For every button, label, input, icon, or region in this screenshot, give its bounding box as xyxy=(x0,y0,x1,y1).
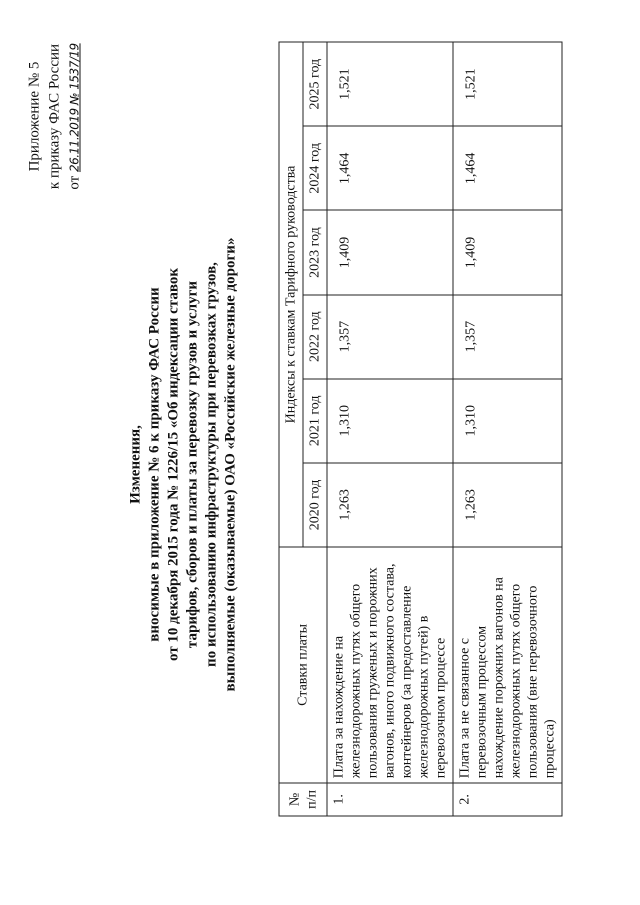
index-value: 1,521 xyxy=(327,42,453,126)
index-value: 1,310 xyxy=(327,379,453,463)
appendix-order-ref: к приказу ФАС России xyxy=(46,43,63,190)
index-value: 1,464 xyxy=(453,126,562,210)
header-year: 2025 год xyxy=(303,42,327,126)
header-year: 2024 год xyxy=(303,126,327,210)
appendix-number: Приложение № 5 xyxy=(26,61,43,172)
header-num: № п/п xyxy=(279,783,327,816)
appendix-date-prefix: от xyxy=(66,175,83,190)
index-value: 1,521 xyxy=(453,42,562,126)
header-indices: Индексы к ставкам Тарифного руководства xyxy=(279,42,303,547)
row-description: Плата за нахождение на железнодорожных путях общего пользования груженых и порожних вагонов, иного подвижного состава, контейнеров (за предоставление железнодорожных путей) в перевозочном процессе xyxy=(327,547,453,783)
appendix-date-line xyxy=(65,7,85,227)
document-title xyxy=(127,165,241,765)
header-year: 2023 год xyxy=(303,210,327,294)
document-page xyxy=(1,0,640,905)
index-value: 1,310 xyxy=(453,379,562,463)
title-line-2: вносимые в приложение № 6 к приказу ФАС России xyxy=(146,287,163,642)
header-year: 2022 год xyxy=(303,295,327,379)
table-row xyxy=(453,42,562,816)
header-year: 2020 год xyxy=(303,463,327,547)
index-value: 1,263 xyxy=(453,463,562,547)
header-year: 2021 год xyxy=(303,379,327,463)
index-value: 1,409 xyxy=(327,210,453,294)
index-value: 1,409 xyxy=(453,210,562,294)
header-rates: Ставки платы xyxy=(279,547,327,783)
index-value: 1,357 xyxy=(327,295,453,379)
index-value: 1,357 xyxy=(453,295,562,379)
rates-table xyxy=(279,42,563,817)
row-number: 2. xyxy=(453,783,562,816)
table-header-row xyxy=(279,42,303,816)
index-value: 1,464 xyxy=(327,126,453,210)
appendix-header xyxy=(25,7,85,227)
row-description: Плата за не связанное с перевозочным процессом нахождение порожних вагонов на железнодорожных путях общего пользования (вне перевозочного процесса) xyxy=(453,547,562,783)
row-number: 1. xyxy=(327,783,453,816)
appendix-date-handwritten: 26.11.2019 № 1537/19 xyxy=(67,43,82,173)
title-line-6: выполняемые (оказываемые) ОАО «Российские железные дороги» xyxy=(222,237,239,692)
table-row xyxy=(327,42,453,816)
index-value: 1,263 xyxy=(327,463,453,547)
title-line-1: Изменения, xyxy=(127,425,144,504)
title-line-5: по использованию инфраструктуры при перевозках грузов, xyxy=(203,262,220,667)
title-line-3: от 10 декабря 2015 года № 1226/15 «Об индексации ставок xyxy=(165,268,182,661)
title-line-4: тарифов, сборов и платы за перевозку грузов и услуги xyxy=(184,280,201,649)
